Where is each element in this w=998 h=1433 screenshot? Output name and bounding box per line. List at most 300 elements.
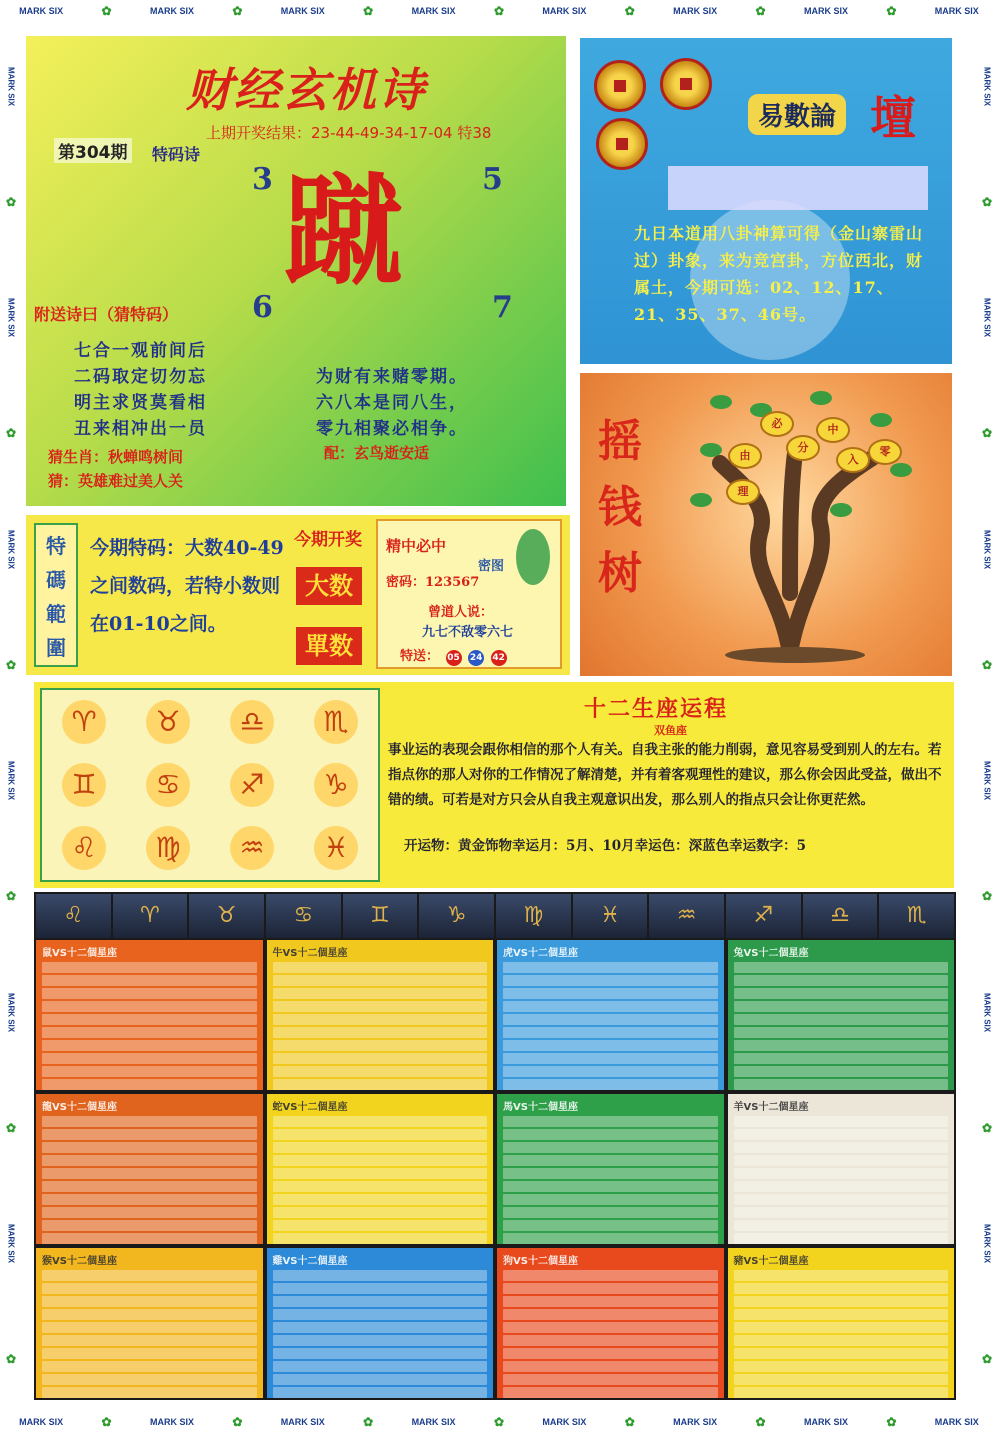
text-line-placeholder <box>503 1283 718 1294</box>
text-line-placeholder <box>42 1040 257 1051</box>
sign-strip-icon: ♉ <box>189 894 264 938</box>
flower-icon: ✿ <box>232 1415 243 1429</box>
brand-text: MARK SIX <box>6 761 16 801</box>
taurus-icon: ♉ <box>146 700 190 744</box>
left-border <box>0 22 22 1411</box>
brand-text: MARK SIX <box>6 992 16 1032</box>
text-line-placeholder <box>42 1194 257 1205</box>
sagittarius-icon: ♐ <box>230 763 274 807</box>
brand-text: MARK SIX <box>280 1417 325 1427</box>
coin-leaf: 理 <box>726 479 760 505</box>
text-line-placeholder <box>42 1335 257 1346</box>
text-line-placeholder <box>503 1296 718 1307</box>
text-line-placeholder <box>42 1001 257 1012</box>
text-line-placeholder <box>273 1027 488 1038</box>
brand-text: MARK SIX <box>982 761 992 801</box>
flower-icon: ✿ <box>886 1415 897 1429</box>
text-line-placeholder <box>42 1129 257 1140</box>
aquarius-icon: ♒ <box>230 826 274 870</box>
text-line-placeholder <box>42 1207 257 1218</box>
coin-leaf: 由 <box>728 443 762 469</box>
text-line-placeholder <box>42 1079 257 1090</box>
poem-line: 为财有来赌零期。 <box>316 367 468 387</box>
sign-strip-icon: ♎ <box>803 894 878 938</box>
sign-strip-icon: ♈ <box>113 894 188 938</box>
text-line-placeholder <box>273 1155 488 1166</box>
coin-icon <box>596 118 648 170</box>
poem-line: 二码取定切勿忘 <box>74 367 207 387</box>
sign-strip <box>36 894 954 938</box>
brand-text: MARK SIX <box>280 6 325 16</box>
leaf-icon <box>700 443 722 457</box>
hint-number: 3 <box>252 162 273 197</box>
brand-text: MARK SIX <box>6 66 16 106</box>
text-line-placeholder <box>42 1322 257 1333</box>
range-label <box>34 523 78 667</box>
text-line-placeholder <box>42 1014 257 1025</box>
text-line-placeholder <box>273 1116 488 1127</box>
zodiac-panel <box>34 682 954 888</box>
text-line-placeholder <box>273 1233 488 1244</box>
match-text: 配：玄鸟逝安适 <box>324 444 430 462</box>
text-line-placeholder <box>42 962 257 973</box>
text-line-placeholder <box>273 962 488 973</box>
flower-icon: ✿ <box>981 194 993 209</box>
text-line-placeholder <box>503 1361 718 1372</box>
grid-cell <box>267 1248 494 1398</box>
range-panel <box>26 515 570 675</box>
text-line-placeholder <box>734 1309 949 1320</box>
brand-text: MARK SIX <box>673 6 718 16</box>
flower-icon: ✿ <box>886 4 897 18</box>
last-result: 上期开奖结果：23-44-49-34-17-04 特38 <box>206 124 492 142</box>
text-line-placeholder <box>503 1270 718 1281</box>
brand-text: MARK SIX <box>149 6 194 16</box>
text-line-placeholder <box>503 1322 718 1333</box>
text-line-placeholder <box>503 1116 718 1127</box>
text-line-placeholder <box>503 1027 718 1038</box>
sign-strip-icon: ♌ <box>36 894 111 938</box>
text-line-placeholder <box>503 1001 718 1012</box>
text-line-placeholder <box>734 1181 949 1192</box>
flower-icon: ✿ <box>981 657 993 672</box>
text-line-placeholder <box>42 1387 257 1398</box>
text-line-placeholder <box>42 1309 257 1320</box>
text-line-placeholder <box>42 975 257 986</box>
text-line-placeholder <box>734 1270 949 1281</box>
flower-icon: ✿ <box>363 4 374 18</box>
brand-text: MARK SIX <box>542 6 587 16</box>
coin-leaf: 零 <box>868 439 902 465</box>
yishu-altar: 壇 <box>870 91 916 145</box>
flower-icon: ✿ <box>755 1415 766 1429</box>
text-line-placeholder <box>734 1220 949 1231</box>
text-line-placeholder <box>503 1079 718 1090</box>
text-line-placeholder <box>503 1387 718 1398</box>
text-line-placeholder <box>734 1066 949 1077</box>
grid-cell-title: 豬VS十二個星座 <box>733 1256 809 1267</box>
grid-cell-title: 鼠VS十二個星座 <box>42 948 117 959</box>
cancer-icon: ♋ <box>146 763 190 807</box>
brand-text: MARK SIX <box>411 1417 456 1427</box>
text-line-placeholder <box>273 1181 488 1192</box>
brand-text: MARK SIX <box>934 6 979 16</box>
flower-icon: ✿ <box>981 426 993 441</box>
poem-line: 丑来相冲出一员 <box>74 419 207 439</box>
poem-line: 六八本是同八生， <box>316 393 468 413</box>
text-line-placeholder <box>42 1348 257 1359</box>
flower-icon: ✿ <box>493 4 504 18</box>
secret-map: 密图 <box>478 559 505 574</box>
grid-cell <box>267 1094 494 1244</box>
flower-icon: ✿ <box>624 1415 635 1429</box>
coin-icon <box>660 58 712 110</box>
text-line-placeholder <box>734 1283 949 1294</box>
sign-strip-icon: ♏ <box>879 894 954 938</box>
poem-label: 特码诗 <box>152 145 201 164</box>
grid-cell-title: 羊VS十二個星座 <box>733 1102 809 1113</box>
tree-icon <box>680 393 930 663</box>
text-line-placeholder <box>503 1233 718 1244</box>
hit-title: 精中必中 <box>386 537 447 555</box>
flower-icon: ✿ <box>5 194 17 209</box>
compatibility-grid <box>34 892 956 1400</box>
text-line-placeholder <box>503 1040 718 1051</box>
grid-cell-title: 猴VS十二個星座 <box>42 1256 117 1267</box>
text-line-placeholder <box>273 1309 488 1320</box>
text-line-placeholder <box>273 1079 488 1090</box>
tree-title-char: 树 <box>598 548 642 599</box>
text-line-placeholder <box>734 1233 949 1244</box>
grid-cell-title: 牛VS十二個星座 <box>272 948 348 959</box>
brand-text: MARK SIX <box>982 66 992 106</box>
poem-panel <box>26 36 566 506</box>
text-line-placeholder <box>42 1296 257 1307</box>
text-line-placeholder <box>503 1309 718 1320</box>
hint-number: 7 <box>492 290 513 325</box>
brand-text: MARK SIX <box>982 298 992 338</box>
text-line-placeholder <box>273 1220 488 1231</box>
coin-leaf: 必 <box>760 411 794 437</box>
text-line-placeholder <box>42 1116 257 1127</box>
text-line-placeholder <box>42 988 257 999</box>
brand-text: MARK SIX <box>19 6 64 16</box>
text-line-placeholder <box>273 1142 488 1153</box>
yishu-panel <box>580 38 952 364</box>
flower-icon: ✿ <box>363 1415 374 1429</box>
sign-strip-icon: ♊ <box>343 894 418 938</box>
coin-leaf: 入 <box>836 447 870 473</box>
zodiac-title: 十二生座运程 <box>584 696 729 722</box>
text-line-placeholder <box>503 988 718 999</box>
flower-icon: ✿ <box>101 4 112 18</box>
grid-cell-title: 馬VS十二個星座 <box>503 1102 578 1113</box>
text-line-placeholder <box>42 1066 257 1077</box>
secret-map-icon <box>516 529 550 585</box>
text-line-placeholder <box>273 1374 488 1385</box>
flower-icon: ✿ <box>493 1415 504 1429</box>
text-line-placeholder <box>273 1207 488 1218</box>
coin-leaf: 分 <box>786 435 820 461</box>
text-line-placeholder <box>734 1027 949 1038</box>
leo-icon: ♌ <box>62 826 106 870</box>
flower-icon: ✿ <box>624 4 635 18</box>
brand-text: MARK SIX <box>803 1417 848 1427</box>
grid-cell-title: 蛇VS十二個星座 <box>272 1102 348 1113</box>
text-line-placeholder <box>734 1053 949 1064</box>
grid-cell <box>728 940 955 1090</box>
bottom-border <box>0 1411 998 1433</box>
sign-strip-icon: ♑ <box>419 894 494 938</box>
flower-icon: ✿ <box>5 1352 17 1367</box>
capricorn-icon: ♑ <box>314 763 358 807</box>
grid-cell <box>497 1094 724 1244</box>
open-title: 今期开奖 <box>294 530 362 550</box>
text-line-placeholder <box>734 962 949 973</box>
grid-cell <box>267 940 494 1090</box>
text-line-placeholder <box>42 1155 257 1166</box>
flower-icon: ✿ <box>232 4 243 18</box>
text-line-placeholder <box>42 1168 257 1179</box>
text-line-placeholder <box>503 1348 718 1359</box>
money-tree-panel <box>580 373 952 676</box>
text-line-placeholder <box>734 1335 949 1346</box>
text-line-placeholder <box>42 1027 257 1038</box>
leaf-icon <box>870 413 892 427</box>
text-line-placeholder <box>42 1270 257 1281</box>
text-line-placeholder <box>42 1233 257 1244</box>
brand-text: MARK SIX <box>6 1224 16 1264</box>
sign-strip-icon: ♒ <box>649 894 724 938</box>
text-line-placeholder <box>503 1335 718 1346</box>
text-line-placeholder <box>734 1387 949 1398</box>
flower-icon: ✿ <box>981 889 993 904</box>
aries-icon: ♈ <box>62 700 106 744</box>
brand-text: MARK SIX <box>6 529 16 569</box>
coin-icon <box>594 60 646 112</box>
leaf-icon <box>890 463 912 477</box>
sign-strip-icon: ♓ <box>573 894 648 938</box>
text-line-placeholder <box>503 1168 718 1179</box>
text-line-placeholder <box>503 1066 718 1077</box>
sign-strip-icon: ♐ <box>726 894 801 938</box>
range-label-char: 碼 <box>46 568 66 592</box>
poem-title: 财经玄机诗 <box>186 63 426 117</box>
flower-icon: ✿ <box>5 1120 17 1135</box>
riddle-character: 蹴 <box>284 161 404 302</box>
grid-cell-title: 雞VS十二個星座 <box>272 1256 348 1267</box>
text-line-placeholder <box>734 1001 949 1012</box>
text-line-placeholder <box>734 1348 949 1359</box>
text-line-placeholder <box>42 1142 257 1153</box>
special-send <box>400 645 507 666</box>
text-line-placeholder <box>273 1296 488 1307</box>
zodiac-sign: 双鱼座 <box>654 724 687 737</box>
text-line-placeholder <box>273 1001 488 1012</box>
brand-text: MARK SIX <box>673 1417 718 1427</box>
text-line-placeholder <box>734 1194 949 1205</box>
open-odd-badge: 單数 <box>296 627 362 665</box>
text-line-placeholder <box>273 1361 488 1372</box>
sign-strip-icon: ♍ <box>496 894 571 938</box>
number-ball: 42 <box>491 650 507 666</box>
number-ball: 24 <box>468 650 484 666</box>
flower-icon: ✿ <box>755 4 766 18</box>
hit-box <box>376 519 562 669</box>
pisces-icon: ♓ <box>314 826 358 870</box>
yishu-text: 九日本道用八卦神算可得（金山寨雷山过）卦象，来为竞宫卦，方位西北，财属土，今期可选：02、12、17、21、35、37、46号。 <box>634 224 924 324</box>
text-line-placeholder <box>503 1142 718 1153</box>
saying-text: 九七不敌零六七 <box>422 625 514 640</box>
text-line-placeholder <box>734 1040 949 1051</box>
text-line-placeholder <box>734 1168 949 1179</box>
text-line-placeholder <box>273 1194 488 1205</box>
brand-text: MARK SIX <box>411 6 456 16</box>
text-line-placeholder <box>503 962 718 973</box>
open-box <box>288 519 368 669</box>
range-text: 今期特码：大数40-49之间数码，若特小数则在01-10之间。 <box>90 537 284 635</box>
extra-poem-label: 附送诗曰（猜特码） <box>34 305 179 324</box>
brand-text: MARK SIX <box>803 6 848 16</box>
brand-text: MARK SIX <box>19 1417 64 1427</box>
hint-number: 6 <box>252 290 273 325</box>
text-line-placeholder <box>503 1207 718 1218</box>
grid-cell-title: 虎VS十二個星座 <box>503 948 578 959</box>
range-label-char: 特 <box>46 534 66 558</box>
text-line-placeholder <box>734 988 949 999</box>
leaf-icon <box>830 503 852 517</box>
text-line-placeholder <box>273 1053 488 1064</box>
scorpio-icon: ♏ <box>314 700 358 744</box>
grid-cell <box>36 940 263 1090</box>
flower-icon: ✿ <box>5 426 17 441</box>
tree-title-char: 摇 <box>598 416 642 467</box>
text-line-placeholder <box>273 1129 488 1140</box>
text-line-placeholder <box>503 975 718 986</box>
libra-icon: ♎ <box>230 700 274 744</box>
gemini-icon: ♊ <box>62 763 106 807</box>
text-line-placeholder <box>42 1220 257 1231</box>
brand-text: MARK SIX <box>542 1417 587 1427</box>
text-line-placeholder <box>503 1181 718 1192</box>
top-border <box>0 0 998 22</box>
poem-line: 七合一观前间后 <box>74 341 207 361</box>
coin-leaf: 中 <box>816 417 850 443</box>
guess-zodiac: 猜生肖：秋蝉鸣树间 <box>48 448 184 466</box>
hint-number: 5 <box>482 162 503 197</box>
saying-title: 曾道人说： <box>428 605 494 620</box>
flower-icon: ✿ <box>981 1120 993 1135</box>
text-line-placeholder <box>273 975 488 986</box>
grid-cell <box>728 1248 955 1398</box>
leaf-icon <box>710 395 732 409</box>
grid-cell <box>497 1248 724 1398</box>
range-label-char: 圍 <box>46 636 66 660</box>
open-big-badge: 大数 <box>296 567 362 605</box>
issue-number: 第304期 <box>54 138 132 163</box>
grid-cell-title: 狗VS十二個星座 <box>503 1256 578 1267</box>
tree-title <box>594 409 646 607</box>
grid-cell <box>36 1248 263 1398</box>
text-line-placeholder <box>734 1296 949 1307</box>
right-border <box>976 22 998 1411</box>
text-line-placeholder <box>734 1155 949 1166</box>
text-line-placeholder <box>503 1053 718 1064</box>
flower-icon: ✿ <box>5 657 17 672</box>
text-line-placeholder <box>273 1014 488 1025</box>
grid-cell <box>497 940 724 1090</box>
text-line-placeholder <box>273 1066 488 1077</box>
flower-icon: ✿ <box>101 1415 112 1429</box>
brand-text: MARK SIX <box>982 992 992 1032</box>
text-line-placeholder <box>734 1142 949 1153</box>
guess-text: 猜：英雄难过美人关 <box>48 472 184 490</box>
number-ball: 05 <box>446 650 462 666</box>
brand-text: MARK SIX <box>982 1224 992 1264</box>
text-line-placeholder <box>42 1181 257 1192</box>
text-line-placeholder <box>273 1168 488 1179</box>
leaf-icon <box>810 391 832 405</box>
text-line-placeholder <box>273 1335 488 1346</box>
special-label: 特送： <box>400 649 440 664</box>
text-line-placeholder <box>734 975 949 986</box>
brand-text: MARK SIX <box>982 529 992 569</box>
text-line-placeholder <box>734 1322 949 1333</box>
zodiac-icon-grid <box>40 688 380 882</box>
leaf-icon <box>690 493 712 507</box>
text-line-placeholder <box>273 1283 488 1294</box>
text-line-placeholder <box>42 1283 257 1294</box>
zodiac-lucky: 开运物：黄金饰物幸运月：5月、10月幸运色：深蓝色幸运数字：5 <box>404 838 807 854</box>
text-line-placeholder <box>273 988 488 999</box>
text-line-placeholder <box>42 1053 257 1064</box>
tree-title-char: 钱 <box>598 482 642 533</box>
text-line-placeholder <box>273 1348 488 1359</box>
text-line-placeholder <box>42 1361 257 1372</box>
brand-text: MARK SIX <box>149 1417 194 1427</box>
range-label-char: 範 <box>46 602 66 626</box>
sign-strip-icon: ♋ <box>266 894 341 938</box>
text-line-placeholder <box>503 1194 718 1205</box>
secret-code: 密码：123567 <box>386 575 480 590</box>
virgo-icon: ♍ <box>146 826 190 870</box>
poem-line: 零九相聚必相争。 <box>316 419 468 439</box>
zodiac-text: 事业运的表现会跟你相信的那个人有关。自我主张的能力削弱，意见容易受到别人的左右。若指点你的那人对你的工作情况了解清楚，并有着客观理性的建议，那么你会因此受益，做出不错的绩。可若是对方只会从自我主观意识出发，那么别人的指点只会让你更茫然。 <box>388 742 942 808</box>
text-line-placeholder <box>503 1155 718 1166</box>
grid-cell-title: 兔VS十二個星座 <box>733 948 809 959</box>
text-line-placeholder <box>273 1040 488 1051</box>
text-line-placeholder <box>734 1079 949 1090</box>
text-line-placeholder <box>734 1374 949 1385</box>
flower-icon: ✿ <box>5 889 17 904</box>
grid-cells <box>36 940 954 1398</box>
text-line-placeholder <box>503 1374 718 1385</box>
text-line-placeholder <box>503 1014 718 1025</box>
text-line-placeholder <box>273 1270 488 1281</box>
text-line-placeholder <box>734 1129 949 1140</box>
brand-text: MARK SIX <box>934 1417 979 1427</box>
text-line-placeholder <box>503 1129 718 1140</box>
text-line-placeholder <box>734 1207 949 1218</box>
grid-cell <box>36 1094 263 1244</box>
grid-cell <box>728 1094 955 1244</box>
redacted-area <box>668 166 928 210</box>
yishu-label: 易數論 <box>748 94 846 135</box>
text-line-placeholder <box>734 1014 949 1025</box>
flower-icon: ✿ <box>981 1352 993 1367</box>
grid-cell-title: 龍VS十二個星座 <box>42 1102 117 1113</box>
poem-line: 明主求贤莫看相 <box>74 393 207 413</box>
